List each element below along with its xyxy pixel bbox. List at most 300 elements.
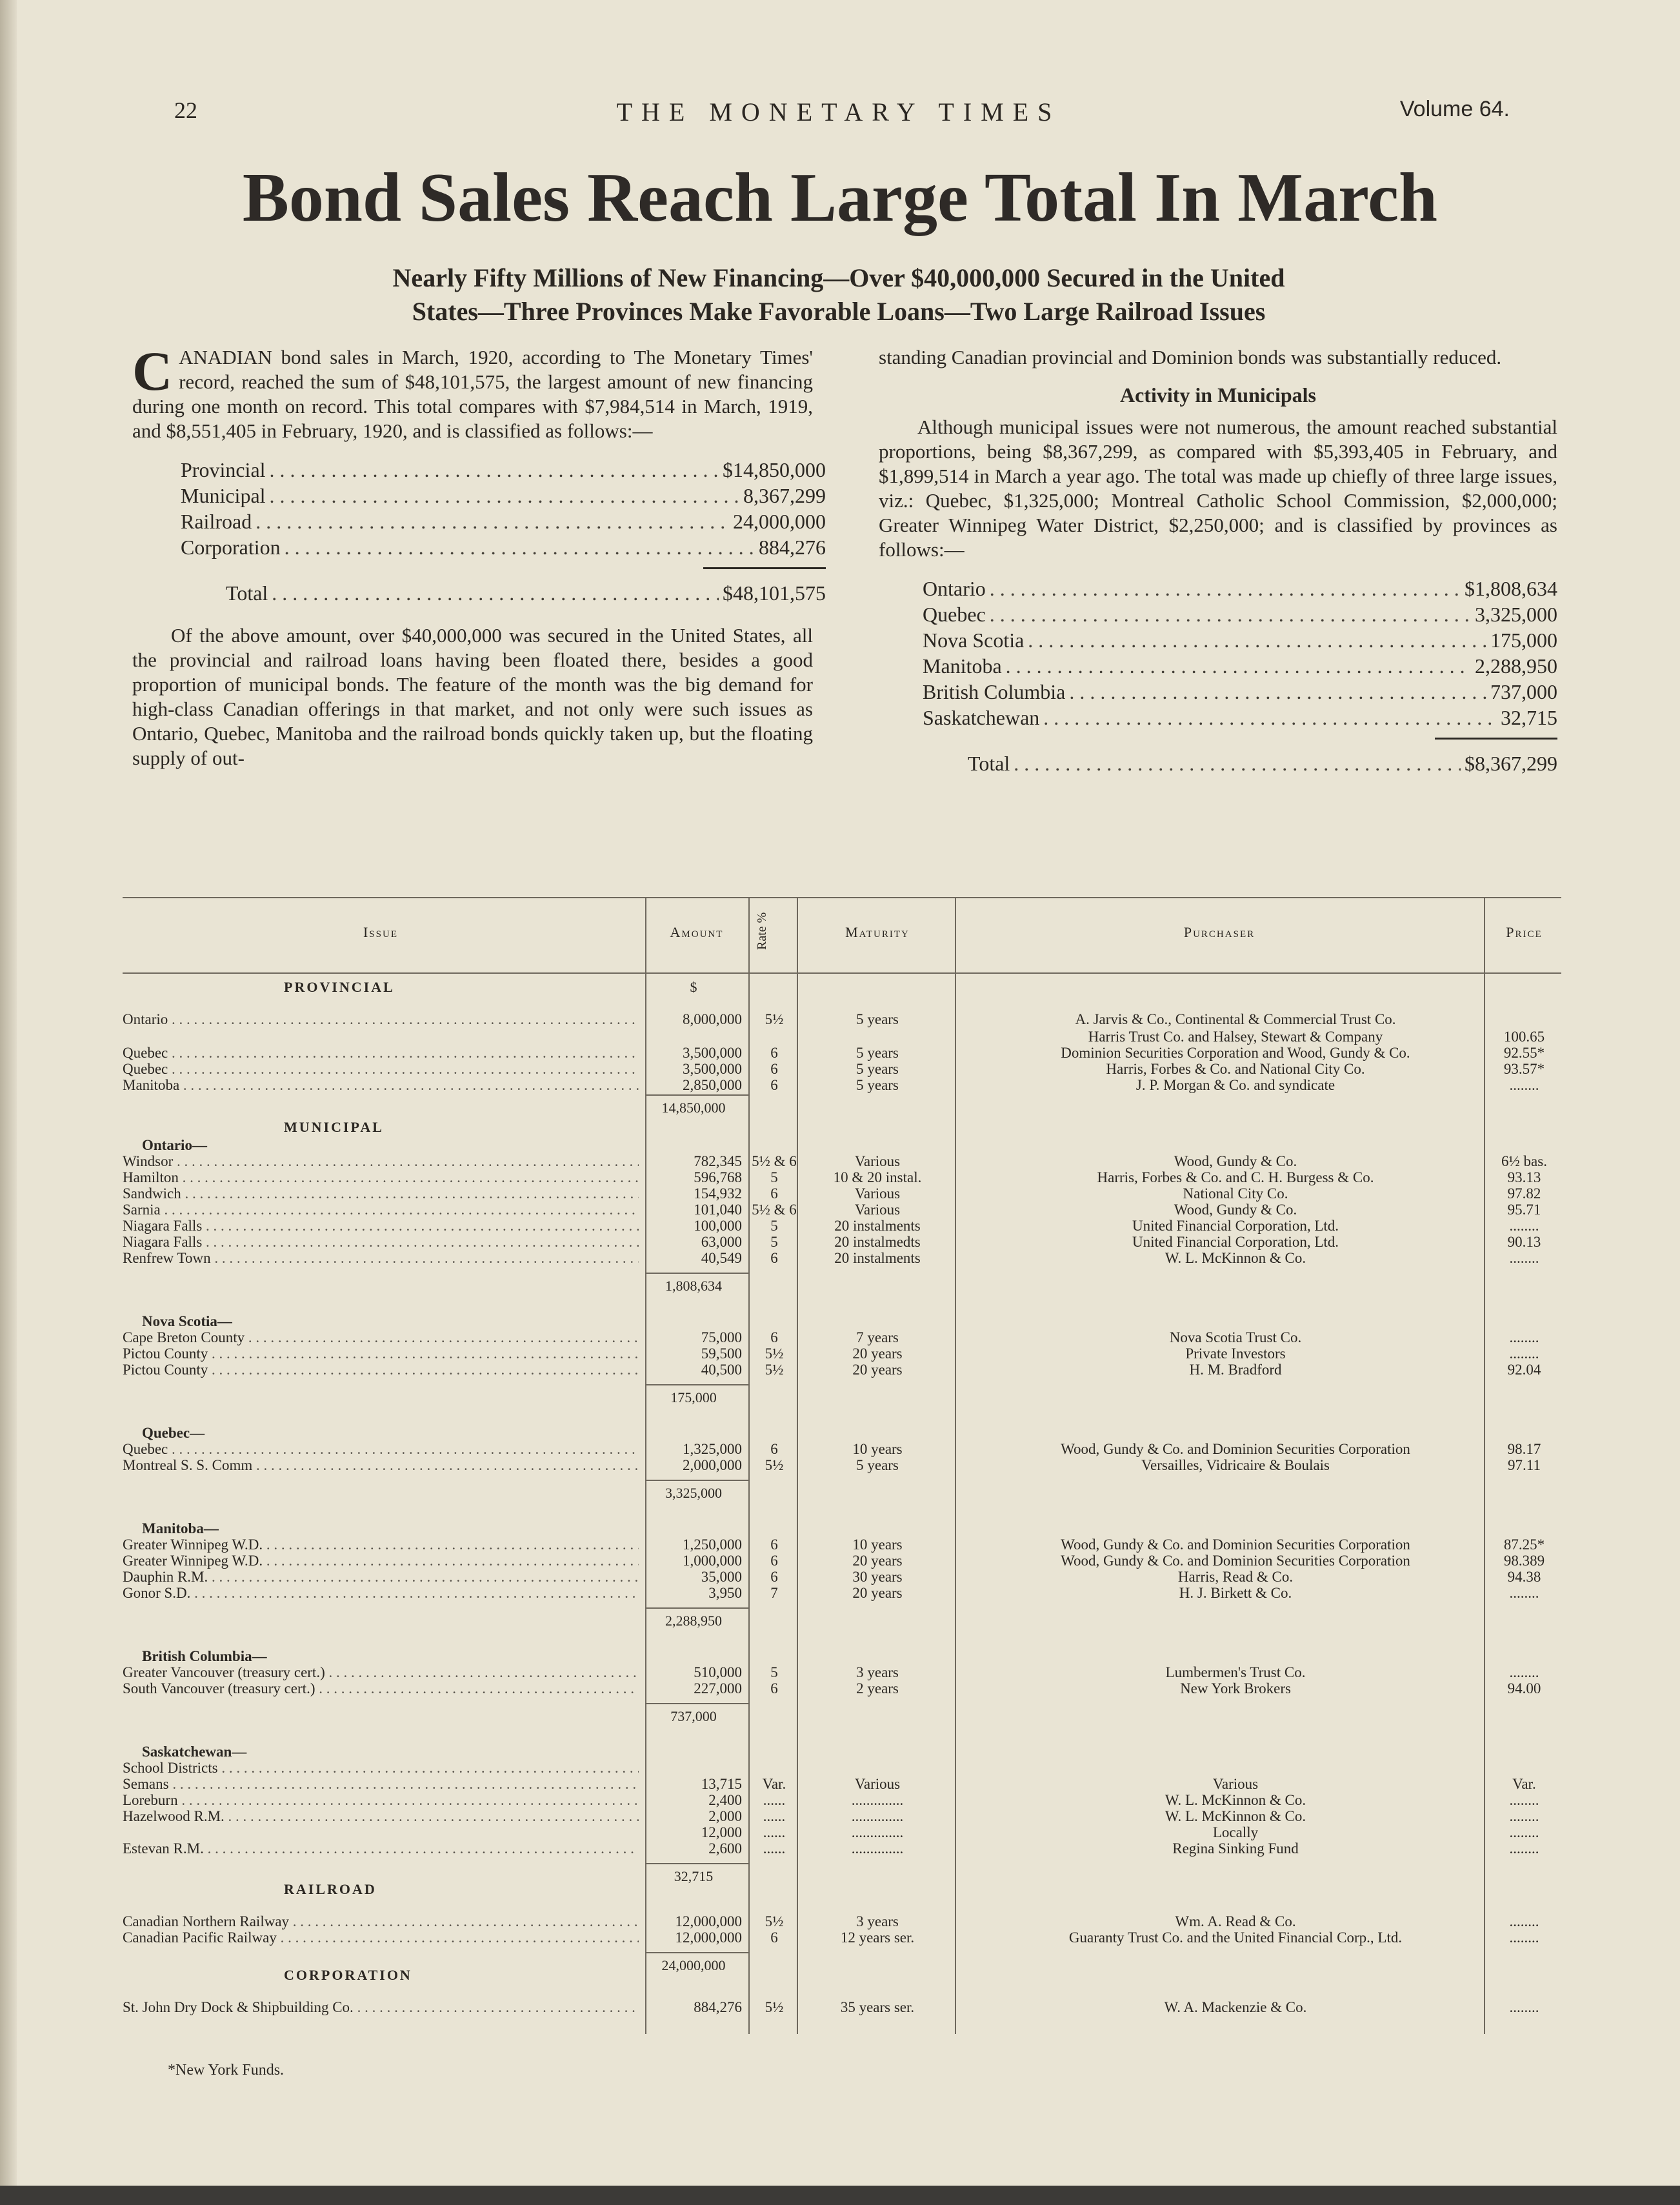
table-row xyxy=(123,1824,1561,1840)
province-summary xyxy=(879,576,1557,777)
group-heading: MUNICIPAL xyxy=(284,1119,384,1135)
issue-cell: South Vancouver (treasury cert.) . . . xyxy=(123,1680,639,1697)
right-column xyxy=(879,345,1557,777)
table-row xyxy=(123,1169,1561,1185)
summary-row xyxy=(181,509,826,535)
issue-cell: Canadian Pacific Railway . . . xyxy=(123,1929,639,1946)
maturity-cell: Various xyxy=(854,1185,901,1202)
rate-cell: 5 xyxy=(770,1234,778,1250)
maturity-cell: 20 years xyxy=(852,1362,903,1378)
purchaser-cell: Guaranty Trust Co. and the United Financial Corp., Ltd. xyxy=(1068,1929,1403,1946)
issue-cell: Greater Vancouver (treasury cert.) . . . xyxy=(123,1664,639,1680)
issue-cell: St. John Dry Dock & Shipbuilding Co. . . . xyxy=(123,1999,639,2015)
maturity-cell: 20 years xyxy=(852,1553,903,1569)
province-row xyxy=(923,628,1557,654)
price-cell: 93.57* xyxy=(1503,1061,1545,1077)
summary-total-row xyxy=(181,581,826,607)
rate-cell: 5 xyxy=(770,1664,778,1680)
issue-cell: Sandwich . . . xyxy=(123,1185,639,1202)
purchaser-cell: W. L. McKinnon & Co. xyxy=(1165,1792,1306,1808)
summary-row xyxy=(181,535,826,561)
rate-cell: ...... xyxy=(763,1792,786,1808)
purchaser-cell: Harris, Forbes & Co. and National City Co. xyxy=(1106,1061,1365,1077)
price-cell: ........ xyxy=(1509,1329,1539,1345)
maturity-cell: .............. xyxy=(851,1840,904,1857)
price-cell: ........ xyxy=(1509,1585,1539,1601)
rate-cell: 6 xyxy=(770,1077,778,1093)
province-value: 32,715 xyxy=(1501,706,1557,729)
table-row xyxy=(123,1680,1561,1697)
publication-name: THE MONETARY TIMES xyxy=(616,97,1061,126)
summary-label: Provincial xyxy=(181,458,266,481)
table-row xyxy=(123,1362,1561,1378)
price-cell: ........ xyxy=(1509,1077,1539,1093)
province-value: 3,325,000 xyxy=(1475,603,1557,626)
rate-cell: 6 xyxy=(770,1250,778,1266)
maturity-cell: 5 years xyxy=(856,1011,899,1027)
rate-cell: 5½ xyxy=(765,1913,784,1929)
rate-cell: ...... xyxy=(763,1840,786,1857)
amount-cell: 227,000 xyxy=(694,1680,742,1697)
maturity-cell: 5 years xyxy=(856,1045,899,1061)
table-row xyxy=(123,1457,1561,1473)
summary-rule xyxy=(703,567,826,572)
group-heading: PROVINCIAL xyxy=(284,979,395,995)
price-cell: 90.13 xyxy=(1507,1234,1541,1250)
purchaser-cell: Wood, Gundy & Co. and Dominion Securities Corporation xyxy=(1061,1553,1410,1569)
purchaser-cell: United Financial Corporation, Ltd. xyxy=(1132,1234,1339,1250)
rate-cell: ...... xyxy=(763,1824,786,1840)
amount-cell: 40,500 xyxy=(701,1362,742,1378)
province-total-value: $8,367,299 xyxy=(1465,752,1557,775)
municipal-paragraph: Although municipal issues were not numerous, the amount reached substantial proportions, being $8,367,299, as compared with $5,393,405 in February, and $1,899,514 in March a year ago. The total was made up chiefly of three large issues, viz.: Quebec, $1,325,000; Montreal Catholic School Commission, $2,000,000; Greater Winnipeg Water District, $2,250,000; and is classified by provinces as follows:— xyxy=(879,416,1557,561)
amount-cell: 510,000 xyxy=(694,1664,742,1680)
continued-paragraph: standing Canadian provincial and Dominion bonds was substantially reduced. xyxy=(879,346,1502,368)
rate-cell: 6 xyxy=(770,1441,778,1457)
issue-cell: Quebec . . . xyxy=(123,1441,639,1457)
purchaser-cell: W. L. McKinnon & Co. xyxy=(1165,1808,1306,1824)
price-cell: 92.55* xyxy=(1503,1045,1545,1061)
page-header xyxy=(168,97,1510,136)
issue-cell: Montreal S. S. Comm . . . xyxy=(123,1457,639,1473)
header-purchaser: Purchaser xyxy=(1183,924,1255,940)
group-subtotal: 175,000 xyxy=(670,1389,717,1405)
table-row xyxy=(123,1029,1561,1045)
amount-cell: 3,500,000 xyxy=(683,1045,742,1061)
amount-cell: 596,768 xyxy=(694,1169,742,1185)
table-row xyxy=(123,1776,1561,1792)
issue-cell: Quebec . . . xyxy=(123,1061,639,1077)
subtitle-line-1: Nearly Fifty Millions of New Financing—Over $40,000,000 Secured in the United xyxy=(392,263,1285,292)
purchaser-cell: W. A. Mackenzie & Co. xyxy=(1164,1999,1307,2015)
summary-value: 24,000,000 xyxy=(733,510,826,533)
rate-cell: Var. xyxy=(762,1776,786,1792)
province-subheading: Saskatchewan— xyxy=(142,1744,247,1760)
group-subtotal: 14,850,000 xyxy=(661,1100,726,1116)
maturity-cell: 30 years xyxy=(852,1569,903,1585)
issue-cell: Niagara Falls . . . xyxy=(123,1218,639,1234)
rate-cell: 6 xyxy=(770,1061,778,1077)
intro-text: ANADIAN bond sales in March, 1920, according to The Monetary Times' record, reached the sum of $48,101,575, the largest amount of new financing during one month on record. This total compares with $7,984,514 in March, 1919, and $8,551,405 in February, 1920, and is classified as follows:— xyxy=(132,346,813,442)
intro-paragraph xyxy=(132,340,813,443)
rate-cell: 5½ xyxy=(765,1457,784,1473)
table-row xyxy=(123,1760,1561,1776)
price-cell: 97.82 xyxy=(1507,1185,1541,1202)
province-value: 2,288,950 xyxy=(1475,654,1557,678)
maturity-cell: 20 years xyxy=(852,1585,903,1601)
maturity-cell: 20 instalments xyxy=(834,1218,921,1234)
price-cell: 92.04 xyxy=(1507,1362,1541,1378)
summary-value: 8,367,299 xyxy=(743,484,826,507)
rate-cell: 6 xyxy=(770,1329,778,1345)
maturity-cell: 12 years ser. xyxy=(840,1929,915,1946)
table-row xyxy=(123,1011,1561,1027)
issue-cell: Greater Winnipeg W.D. . . . xyxy=(123,1553,639,1569)
maturity-cell: 20 years xyxy=(852,1345,903,1362)
purchaser-cell: National City Co. xyxy=(1183,1185,1288,1202)
table-row xyxy=(123,1045,1561,1061)
issue-cell: Windsor . . . xyxy=(123,1153,639,1169)
group-subtotal: 32,715 xyxy=(674,1868,714,1884)
price-cell: 100.65 xyxy=(1503,1029,1545,1045)
province-total-label: Total xyxy=(968,752,1010,775)
issue-cell: Renfrew Town . . . xyxy=(123,1250,639,1266)
group-heading: CORPORATION xyxy=(284,1967,412,1983)
summary-label: Municipal xyxy=(181,484,266,507)
province-row xyxy=(923,576,1557,602)
currency-symbol: $ xyxy=(690,979,697,995)
amount-cell: 3,950 xyxy=(708,1585,742,1601)
left-column xyxy=(132,340,826,770)
summary-row xyxy=(181,483,826,509)
price-cell: 93.13 xyxy=(1507,1169,1541,1185)
maturity-cell: 3 years xyxy=(856,1913,899,1929)
rate-cell: 6 xyxy=(770,1680,778,1697)
price-cell: Var. xyxy=(1512,1776,1536,1792)
maturity-cell: 5 years xyxy=(856,1457,899,1473)
amount-cell: 59,500 xyxy=(701,1345,742,1362)
subtotal-rule xyxy=(645,1094,748,1096)
table-row xyxy=(123,1792,1561,1808)
province-label: Quebec xyxy=(923,603,986,626)
amount-cell: 35,000 xyxy=(701,1569,742,1585)
price-cell: ........ xyxy=(1509,1929,1539,1946)
subtotal-rule xyxy=(645,1480,748,1481)
purchaser-cell: J. P. Morgan & Co. and syndicate xyxy=(1135,1077,1335,1093)
province-label: Nova Scotia xyxy=(923,629,1025,652)
province-value: $1,808,634 xyxy=(1465,577,1557,600)
table-row xyxy=(123,1913,1561,1929)
table-row xyxy=(123,1345,1561,1362)
price-cell: ........ xyxy=(1509,1824,1539,1840)
header-issue: Issue xyxy=(363,924,398,940)
table-row xyxy=(123,1218,1561,1234)
issue-cell: Greater Winnipeg W.D. . . . xyxy=(123,1536,639,1553)
amount-cell: 3,500,000 xyxy=(683,1061,742,1077)
issue-cell: Semans . . . xyxy=(123,1776,639,1792)
summary-label: Corporation xyxy=(181,536,281,559)
amount-cell: 40,549 xyxy=(701,1250,742,1266)
rate-cell: 5½ & 6 xyxy=(752,1202,797,1218)
group-subtotal: 3,325,000 xyxy=(665,1485,722,1501)
page-edge-shadow xyxy=(0,0,17,2205)
province-subheading: Quebec— xyxy=(142,1425,205,1441)
province-row xyxy=(923,705,1557,731)
rate-cell: 6 xyxy=(770,1536,778,1553)
province-subheading: Ontario— xyxy=(142,1137,207,1153)
maturity-cell: 5 years xyxy=(856,1077,899,1093)
maturity-cell: 2 years xyxy=(856,1680,899,1697)
maturity-cell: 20 instalments xyxy=(834,1250,921,1266)
rate-cell: 5½ xyxy=(765,1345,784,1362)
amount-cell: 1,325,000 xyxy=(683,1441,742,1457)
price-cell: ........ xyxy=(1509,1250,1539,1266)
subtotal-rule xyxy=(645,1384,748,1385)
article-title: Bond Sales Reach Large Total In March xyxy=(242,159,1438,236)
price-cell: ........ xyxy=(1509,1345,1539,1362)
rate-cell: 7 xyxy=(770,1585,778,1601)
subtotal-rule xyxy=(645,1863,748,1864)
rate-cell: 5 xyxy=(770,1169,778,1185)
purchaser-cell: Harris, Forbes & Co. and C. H. Burgess & Co. xyxy=(1097,1169,1374,1185)
province-subheading: Manitoba— xyxy=(142,1520,219,1536)
table-row xyxy=(123,1441,1561,1457)
province-label: Saskatchewan xyxy=(923,706,1040,729)
issue-cell: School Districts . . . xyxy=(123,1760,639,1776)
purchaser-cell: Locally xyxy=(1212,1824,1259,1840)
price-cell: ........ xyxy=(1509,1808,1539,1824)
purchaser-cell: Wood, Gundy & Co. and Dominion Securities Corporation xyxy=(1061,1536,1410,1553)
section-heading: Activity in Municipals xyxy=(1119,383,1316,407)
amount-cell: 100,000 xyxy=(694,1218,742,1234)
province-row xyxy=(923,680,1557,705)
page-number: 22 xyxy=(174,97,197,123)
purchaser-cell: Harris Trust Co. and Halsey, Stewart & Company xyxy=(1088,1029,1383,1045)
table-row xyxy=(123,1061,1561,1077)
issue-cell: Gonor S.D. . . . xyxy=(123,1585,639,1601)
maturity-cell: .............. xyxy=(851,1808,904,1824)
rate-cell: 5½ xyxy=(765,1999,784,2015)
purchaser-cell: H. J. Birkett & Co. xyxy=(1179,1585,1292,1601)
amount-cell: 1,250,000 xyxy=(683,1536,742,1553)
maturity-cell: Various xyxy=(854,1153,901,1169)
price-cell: ........ xyxy=(1509,1999,1539,2015)
group-subtotal: 24,000,000 xyxy=(661,1957,726,1973)
table-row xyxy=(123,1329,1561,1345)
issue-cell: Dauphin R.M. . . . xyxy=(123,1569,639,1585)
province-label: British Columbia xyxy=(923,680,1066,703)
table-row xyxy=(123,1202,1561,1218)
rate-cell: 5½ xyxy=(765,1362,784,1378)
purchaser-cell: Wm. A. Read & Co. xyxy=(1175,1913,1296,1929)
price-cell: ........ xyxy=(1509,1913,1539,1929)
drop-cap: C xyxy=(132,340,173,402)
amount-cell: 1,000,000 xyxy=(683,1553,742,1569)
table-header xyxy=(123,898,1561,974)
issue-cell: Manitoba . . . xyxy=(123,1077,639,1093)
bond-issues-table xyxy=(123,897,1561,2053)
subtotal-rule xyxy=(645,1273,748,1274)
footnote: *New York Funds. xyxy=(168,2062,285,2079)
amount-cell: 12,000,000 xyxy=(675,1913,742,1929)
summary-label: Railroad xyxy=(181,510,252,533)
subtitle-line-2: States—Three Provinces Make Favorable Loans—Two Large Railroad Issues xyxy=(412,297,1266,326)
us-market-paragraph: Of the above amount, over $40,000,000 was secured in the United States, all the provincial and railroad loans having been floated there, besides a good proportion of municipal bonds. The feature of the month was the big demand for high-class Canadian offerings in that market, and not only were such issues as Ontario, Quebec, Manitoba and the railroad bonds quickly taken up, but the floating supply of out- xyxy=(132,624,813,769)
province-subheading: British Columbia— xyxy=(142,1648,267,1664)
header-rate: Rate % xyxy=(755,912,769,950)
subtotal-rule xyxy=(645,1952,748,1953)
amount-cell: 63,000 xyxy=(701,1234,742,1250)
amount-cell: 2,850,000 xyxy=(683,1077,742,1093)
purchaser-cell: Regina Sinking Fund xyxy=(1172,1840,1299,1857)
amount-cell: 2,600 xyxy=(708,1840,742,1857)
purchaser-cell: H. M. Bradford xyxy=(1189,1362,1282,1378)
rate-cell: ...... xyxy=(763,1808,786,1824)
purchaser-cell: Wood, Gundy & Co. xyxy=(1174,1202,1297,1218)
province-label: Manitoba xyxy=(923,654,1002,678)
rate-cell: 5½ & 6 xyxy=(752,1153,797,1169)
rate-cell: 6 xyxy=(770,1045,778,1061)
maturity-cell: 10 years xyxy=(852,1536,903,1553)
province-subheading: Nova Scotia— xyxy=(142,1313,232,1329)
article-subtitle xyxy=(194,261,1484,328)
province-row xyxy=(923,654,1557,680)
amount-cell: 8,000,000 xyxy=(683,1011,742,1027)
table-row xyxy=(123,1153,1561,1169)
table-row xyxy=(123,1536,1561,1553)
maturity-cell: 35 years ser. xyxy=(840,1999,915,2015)
province-value: 737,000 xyxy=(1490,680,1557,703)
issue-cell: Pictou County . . . xyxy=(123,1362,639,1378)
amount-cell: 75,000 xyxy=(701,1329,742,1345)
province-total-row xyxy=(923,751,1557,777)
table-row xyxy=(123,1585,1561,1601)
province-rule xyxy=(1435,738,1557,742)
header-maturity: Maturity xyxy=(845,924,910,940)
rate-cell: 5 xyxy=(770,1218,778,1234)
table-row xyxy=(123,1999,1561,2015)
maturity-cell: 10 years xyxy=(852,1441,903,1457)
price-cell: 94.00 xyxy=(1507,1680,1541,1697)
summary-total-label: Total xyxy=(226,581,268,605)
purchaser-cell: W. L. McKinnon & Co. xyxy=(1165,1250,1306,1266)
purchaser-cell: Nova Scotia Trust Co. xyxy=(1169,1329,1302,1345)
amount-cell: 2,400 xyxy=(708,1792,742,1808)
rate-cell: 5½ xyxy=(765,1011,784,1027)
purchaser-cell: United Financial Corporation, Ltd. xyxy=(1132,1218,1339,1234)
purchaser-cell: Wood, Gundy & Co. xyxy=(1174,1153,1297,1169)
maturity-cell: 10 & 20 instal. xyxy=(833,1169,922,1185)
maturity-cell: 20 instalmedts xyxy=(834,1234,921,1250)
group-subtotal: 1,808,634 xyxy=(665,1278,722,1294)
group-subtotal: 2,288,950 xyxy=(665,1613,722,1629)
issue-cell: Pictou County . . . xyxy=(123,1345,639,1362)
issue-cell: Quebec . . . xyxy=(123,1045,639,1061)
summary-value: 884,276 xyxy=(759,536,826,559)
table-row xyxy=(123,1553,1561,1569)
rate-cell: 6 xyxy=(770,1185,778,1202)
price-cell: ........ xyxy=(1509,1840,1539,1857)
rate-cell: 6 xyxy=(770,1553,778,1569)
maturity-cell: .............. xyxy=(851,1792,904,1808)
summary-total-value: $48,101,575 xyxy=(723,581,826,605)
issue-cell: Hamilton . . . xyxy=(123,1169,639,1185)
maturity-cell: .............. xyxy=(851,1824,904,1840)
maturity-cell: Various xyxy=(854,1776,901,1792)
maturity-cell: 7 years xyxy=(856,1329,899,1345)
price-cell: ........ xyxy=(1509,1792,1539,1808)
price-cell: ........ xyxy=(1509,1218,1539,1234)
maturity-cell: 5 years xyxy=(856,1061,899,1077)
purchaser-cell: Wood, Gundy & Co. and Dominion Securities Corporation xyxy=(1061,1441,1410,1457)
rate-cell: 6 xyxy=(770,1929,778,1946)
table-row xyxy=(123,1569,1561,1585)
purchaser-cell: Various xyxy=(1212,1776,1259,1792)
issue-cell: Ontario . . . xyxy=(123,1011,639,1027)
issue-cell: Niagara Falls . . . xyxy=(123,1234,639,1250)
amount-cell: 101,040 xyxy=(694,1202,742,1218)
purchaser-cell: New York Brokers xyxy=(1180,1680,1291,1697)
scan-bottom-strip xyxy=(0,2186,1680,2205)
price-cell: 94.38 xyxy=(1507,1569,1541,1585)
amount-cell: 13,715 xyxy=(701,1776,742,1792)
purchaser-cell: Lumbermen's Trust Co. xyxy=(1165,1664,1306,1680)
issue-cell: Estevan R.M. . . . xyxy=(123,1840,639,1857)
province-label: Ontario xyxy=(923,577,986,600)
table-row xyxy=(123,1077,1561,1093)
group-subtotal: 737,000 xyxy=(670,1708,717,1724)
purchaser-cell: Versailles, Vidricaire & Boulais xyxy=(1141,1457,1330,1473)
price-cell: 87.25* xyxy=(1503,1536,1545,1553)
subtotal-rule xyxy=(645,1607,748,1609)
amount-cell: 2,000,000 xyxy=(683,1457,742,1473)
header-price: Price xyxy=(1506,924,1543,940)
purchaser-cell: Dominion Securities Corporation and Wood, Gundy & Co. xyxy=(1061,1045,1410,1061)
table-row xyxy=(123,1808,1561,1824)
classification-summary xyxy=(132,458,826,607)
table-row xyxy=(123,1185,1561,1202)
purchaser-cell: Private Investors xyxy=(1185,1345,1286,1362)
amount-cell: 12,000 xyxy=(701,1824,742,1840)
price-cell: 95.71 xyxy=(1507,1202,1541,1218)
issue-cell: Loreburn . . . xyxy=(123,1792,639,1808)
issue-cell: Sarnia . . . xyxy=(123,1202,639,1218)
price-cell: 97.11 xyxy=(1508,1457,1541,1473)
summary-value: $14,850,000 xyxy=(723,458,826,481)
province-row xyxy=(923,602,1557,628)
table-row xyxy=(123,1250,1561,1266)
header-amount: Amount xyxy=(670,924,724,940)
province-value: 175,000 xyxy=(1490,629,1557,652)
table-row xyxy=(123,1840,1561,1857)
purchaser-cell: Harris, Read & Co. xyxy=(1177,1569,1294,1585)
price-cell: 98.389 xyxy=(1503,1553,1545,1569)
maturity-cell: 3 years xyxy=(856,1664,899,1680)
table-row xyxy=(123,1929,1561,1946)
issue-cell: Hazelwood R.M. . . . xyxy=(123,1808,639,1824)
subtotal-rule xyxy=(645,1703,748,1704)
amount-cell: 782,345 xyxy=(694,1153,742,1169)
price-cell: 98.17 xyxy=(1507,1441,1541,1457)
table-row xyxy=(123,1234,1561,1250)
amount-cell: 2,000 xyxy=(708,1808,742,1824)
amount-cell: 12,000,000 xyxy=(675,1929,742,1946)
summary-row xyxy=(181,458,826,483)
amount-cell: 154,932 xyxy=(694,1185,742,1202)
price-cell: ........ xyxy=(1509,1664,1539,1680)
purchaser-cell: A. Jarvis & Co., Continental & Commercial Trust Co. xyxy=(1075,1011,1396,1027)
group-heading: RAILROAD xyxy=(284,1881,377,1897)
